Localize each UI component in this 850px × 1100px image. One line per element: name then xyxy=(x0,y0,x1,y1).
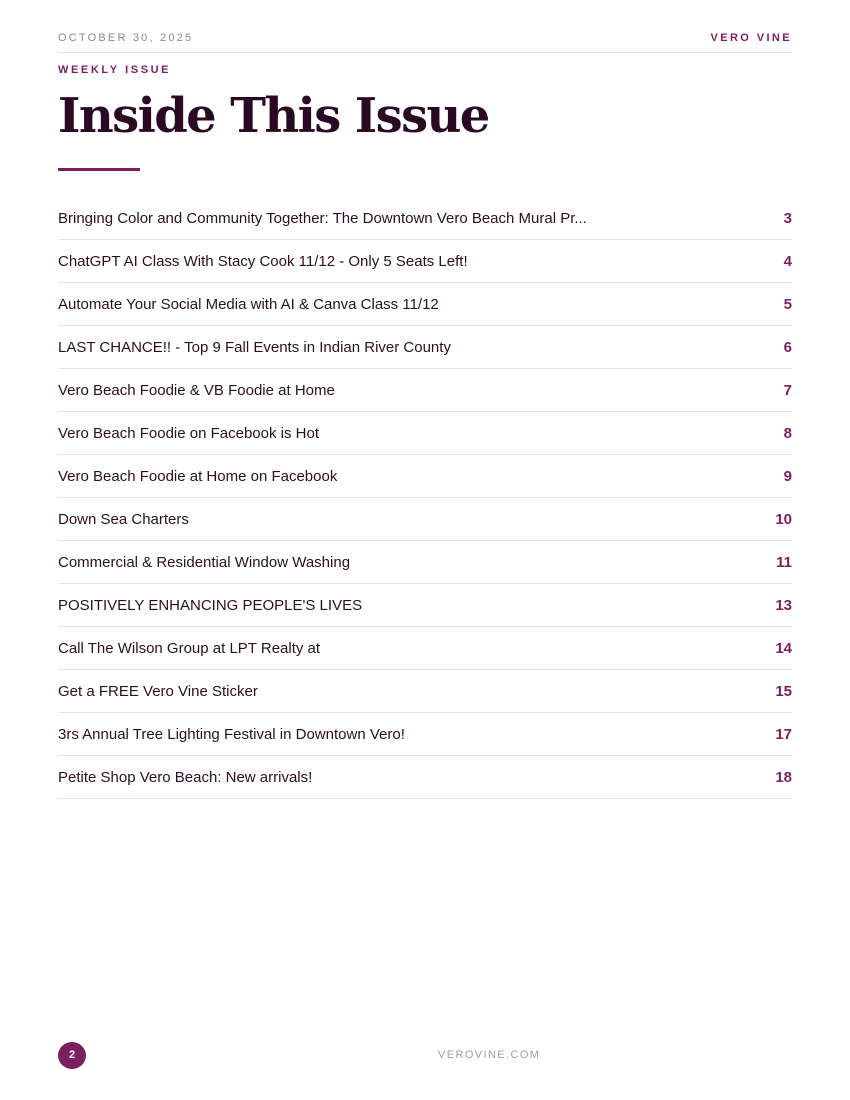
issue-date: OCTOBER 30, 2025 xyxy=(58,32,194,44)
toc-item[interactable] xyxy=(58,713,792,756)
toc-item-title[interactable]: Bringing Color and Community Together: The Downtown Vero Beach Mural Pr... xyxy=(58,211,587,227)
toc-item-title[interactable]: Vero Beach Foodie & VB Foodie at Home xyxy=(58,383,335,399)
toc-item-page[interactable]: 5 xyxy=(783,296,792,313)
table-of-contents xyxy=(58,197,792,799)
toc-item-title[interactable]: 3rs Annual Tree Lighting Festival in Downtown Vero! xyxy=(58,727,405,743)
toc-item-page[interactable]: 10 xyxy=(775,511,792,528)
toc-item-title[interactable]: Vero Beach Foodie at Home on Facebook xyxy=(58,469,338,485)
toc-item-title[interactable]: LAST CHANCE!! - Top 9 Fall Events in Indian River County xyxy=(58,340,451,356)
toc-item[interactable] xyxy=(58,412,792,455)
toc-item-page[interactable]: 11 xyxy=(776,554,792,571)
toc-item-title[interactable]: Petite Shop Vero Beach: New arrivals! xyxy=(58,770,313,786)
page-number-badge: 2 xyxy=(58,1042,86,1069)
toc-item-page[interactable]: 8 xyxy=(783,425,792,442)
accent-rule xyxy=(58,168,140,171)
toc-item-page[interactable]: 4 xyxy=(783,253,792,270)
toc-item[interactable] xyxy=(58,541,792,584)
toc-item-title[interactable]: Call The Wilson Group at LPT Realty at xyxy=(58,641,321,657)
toc-item[interactable] xyxy=(58,670,792,713)
toc-item[interactable] xyxy=(58,498,792,541)
toc-item-page[interactable]: 13 xyxy=(775,597,792,614)
brand-name: VERO VINE xyxy=(710,32,792,44)
toc-item[interactable] xyxy=(58,326,792,369)
toc-item-title[interactable]: Vero Beach Foodie on Facebook is Hot xyxy=(58,426,319,442)
toc-item[interactable] xyxy=(58,455,792,498)
section-kicker: WEEKLY ISSUE xyxy=(58,64,172,76)
page-header xyxy=(58,32,792,53)
toc-item-title[interactable]: Automate Your Social Media with AI & Canva Class 11/12 xyxy=(58,297,439,313)
toc-item-page[interactable]: 15 xyxy=(775,683,792,700)
toc-item[interactable] xyxy=(58,240,792,283)
toc-item-page[interactable]: 14 xyxy=(775,640,792,657)
newsletter-page: OCTOBER 30, 2025 VERO VINE WEEKLY ISSUE Inside This Issue Bringing Color and Community Together: The Downtown Vero Beach Mural Pr... 3 ChatGPT AI Class With Stacy Cook 11/12 - Only 5 Seats Left! 4 Automate Your Social Media with AI & Canva Class 11/12 5 LAST CHANCE!! - Top 9 Fall Events in Indian River County 6 Vero Beach Foodie & VB Foodie at Home 7 Vero Beach Foodie on Facebook is Hot 8 Vero Beach Foodie at Home on Facebook 9 Down Sea Charters 10 Commercial & Residential Window Washing 11 POSITIVELY ENHANCING PEOPLE'S LIVES 13 Call The Wilson Group at LPT Realty at 14 Get a FREE Vero Vine Sticker 15 3rs Annual Tree Lighting Festival in Downtown Vero! 17 Petite Shop Vero Beach: New arrivals! 18 2 VEROVINE.COM xyxy=(58,0,792,1100)
toc-item-page[interactable]: 17 xyxy=(775,726,792,743)
toc-item-page[interactable]: 9 xyxy=(783,468,792,485)
toc-item-page[interactable]: 3 xyxy=(783,210,792,227)
toc-item-title[interactable]: POSITIVELY ENHANCING PEOPLE'S LIVES xyxy=(58,598,363,614)
toc-item-page[interactable]: 18 xyxy=(775,769,792,786)
toc-item-page[interactable]: 6 xyxy=(783,339,792,356)
toc-item[interactable] xyxy=(58,369,792,412)
toc-item-title[interactable]: ChatGPT AI Class With Stacy Cook 11/12 - Only 5 Seats Left! xyxy=(58,254,468,270)
page-title: Inside This Issue xyxy=(58,88,489,144)
toc-item[interactable] xyxy=(58,627,792,670)
toc-item[interactable] xyxy=(58,584,792,627)
toc-item[interactable] xyxy=(58,756,792,799)
toc-item-title[interactable]: Commercial & Residential Window Washing xyxy=(58,555,351,571)
toc-item-page[interactable]: 7 xyxy=(783,382,792,399)
toc-item-title[interactable]: Get a FREE Vero Vine Sticker xyxy=(58,684,258,700)
toc-item-title[interactable]: Down Sea Charters xyxy=(58,512,189,528)
toc-item[interactable] xyxy=(58,283,792,326)
toc-item[interactable] xyxy=(58,197,792,240)
